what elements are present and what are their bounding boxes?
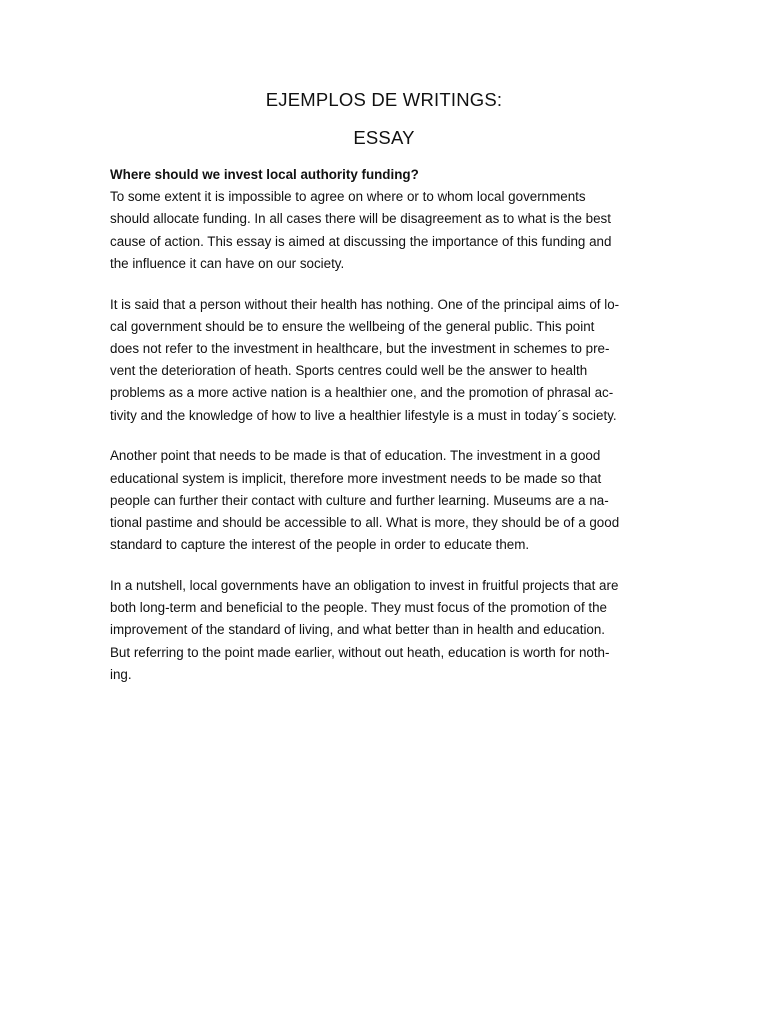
- text-line: tivity and the knowledge of how to live a healthier lifestyle is a must in today´s society.: [110, 407, 617, 423]
- text-line: does not refer to the investment in healthcare, but the investment in schemes to pre-: [110, 341, 610, 357]
- text-line: tional pastime and should be accessible to all. What is more, they should be of a good: [110, 515, 620, 531]
- document-subtitle: ESSAY: [353, 127, 415, 148]
- text-line: standard to capture the interest of the people in order to educate them.: [110, 537, 530, 553]
- paragraph-health: [110, 294, 658, 427]
- text-line: But referring to the point made earlier, without out heath, education is worth for noth-: [110, 644, 610, 660]
- text-line: improvement of the standard of living, and what better than in health and education.: [110, 622, 606, 638]
- text-line: In a nutshell, local governments have an obligation to invest in fruitful projects that are: [110, 578, 619, 594]
- text-line: To some extent it is impossible to agree on where or to whom local governments: [110, 189, 586, 205]
- text-line: both long-term and beneficial to the people. They must focus of the promotion of the: [110, 600, 607, 616]
- text-line: Another point that needs to be made is that of education. The investment in a good: [110, 448, 601, 464]
- text-line: cal government should be to ensure the wellbeing of the general public. This point: [110, 318, 595, 334]
- text-line: cause of action. This essay is aimed at discussing the importance of this funding and: [110, 233, 612, 249]
- text-line: the influence it can have on our society.: [110, 255, 345, 271]
- text-line: educational system is implicit, therefore more investment needs to be made so that: [110, 470, 602, 486]
- essay-question: Where should we invest local authority funding?: [110, 167, 419, 182]
- text-line: problems as a more active nation is a healthier one, and the promotion of phrasal ac-: [110, 385, 614, 401]
- text-line: vent the deterioration of heath. Sports centres could well be the answer to health: [110, 363, 588, 379]
- text-line: It is said that a person without their health has nothing. One of the principal aims of lo-: [110, 296, 620, 312]
- text-line: people can further their contact with culture and further learning. Museums are a na-: [110, 492, 609, 508]
- text-line: ing.: [110, 666, 132, 682]
- paragraph-education: [110, 445, 658, 556]
- document-title: EJEMPLOS DE WRITINGS:: [265, 89, 503, 110]
- essay-body: [110, 164, 658, 686]
- text-line: should allocate funding. In all cases there will be disagreement as to what is the best: [110, 211, 611, 227]
- paragraph-introduction: [110, 186, 658, 275]
- paragraph-conclusion: [110, 575, 658, 686]
